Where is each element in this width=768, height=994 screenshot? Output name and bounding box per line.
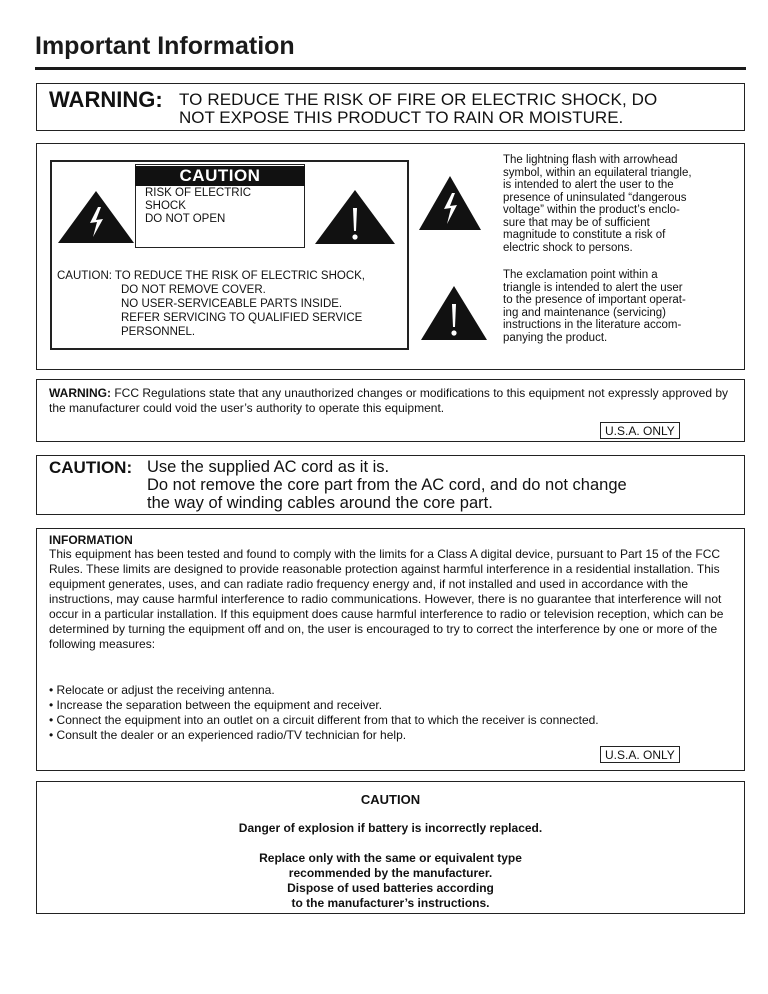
caution-line-4: REFER SERVICING TO QUALIFIED SERVICE <box>121 312 363 324</box>
lightning-triangle-icon <box>56 189 136 245</box>
caution-line-1: CAUTION: TO REDUCE THE RISK OF ELECTRIC SHOCK, <box>57 270 365 282</box>
title-rule <box>35 67 746 70</box>
list-item: • Consult the dealer or an experienced radio/TV technician for help. <box>49 728 407 742</box>
exclamation-desc-line: to the presence of important operat- <box>503 294 686 306</box>
exclamation-desc-line: panying the product. <box>503 331 608 344</box>
battery-caution-heading: CAUTION <box>360 792 421 807</box>
battery-caution-box <box>36 781 745 914</box>
lightning-desc-line: voltage” within the product’s enclo- <box>503 204 680 216</box>
battery-caution-line-5: to the manufacturer’s instructions. <box>291 896 490 910</box>
ac-caution-lines <box>147 458 627 512</box>
caution-line-2: DO NOT REMOVE COVER. <box>121 284 266 296</box>
fcc-warning-body: FCC Regulations state that any unauthorized changes or modifications to this equipment not expressly approved by the manufacturer could void the user’s authority to operate this equipment. <box>49 386 729 415</box>
usa-only-tag: U.S.A. ONLY <box>600 422 680 439</box>
information-heading: INFORMATION <box>49 533 133 547</box>
fcc-warning-box <box>36 379 745 442</box>
exclamation-description <box>503 269 739 344</box>
warning-line-2: NOT EXPOSE THIS PRODUCT TO RAIN OR MOISTURE. <box>179 108 624 127</box>
caution-line-5: PERSONNEL. <box>121 326 196 338</box>
exclamation-desc-line: instructions in the literature accom- <box>503 319 682 331</box>
exclamation-triangle-icon-legend <box>419 284 489 342</box>
fcc-warning-text <box>49 386 739 416</box>
lightning-desc-line: is intended to alert the user to the <box>503 179 674 191</box>
list-item: • Increase the separation between the equipment and receiver. <box>49 698 383 712</box>
battery-caution-line-1: Danger of explosion if battery is incorrectly replaced. <box>238 821 543 835</box>
ac-caution-line: the way of winding cables around the core part. <box>147 494 493 512</box>
risk-line-1: RISK OF ELECTRIC <box>145 187 252 199</box>
information-paragraph: This equipment has been tested and found to comply with the limits for a Class A digital device, pursuant to Part 15 of the FCC Rules. These limits are designed to provide reasonable protection against harmful interference in a residential installation. This equipment generates, uses, and can radiate radio frequency energy and, if not installed and used in accordance with the instructions, may cause harmful interference to radio communications. However, there is no guarantee that interference will not occur in a particular installation. If this equipment does cause harmful interference to radio or television reception, which can be determined by turning the equipment off and on, the user is encouraged to try to correct the interference by one or more of the following measures: <box>49 547 724 651</box>
lightning-triangle-icon-legend <box>417 174 483 232</box>
exclamation-desc-line: triangle is intended to alert the user <box>503 281 683 294</box>
warning-box <box>36 83 745 131</box>
list-item: • Connect the equipment into an outlet on a circuit different from that to which the receiver is connected. <box>49 713 599 727</box>
lightning-desc-line: symbol, within an equilateral triangle, <box>503 166 692 179</box>
information-bullets <box>49 683 599 743</box>
lightning-desc-line: sure that may be of sufficient <box>503 216 650 229</box>
warning-line-1: TO REDUCE THE RISK OF FIRE OR ELECTRIC SHOCK, DO <box>179 90 658 109</box>
ac-caution-line: Use the supplied AC cord as it is. <box>147 458 390 476</box>
risk-line-3: DO NOT OPEN <box>145 213 226 225</box>
battery-caution-line-2: Replace only with the same or equivalent type <box>259 851 522 865</box>
caution-line-3: NO USER-SERVICEABLE PARTS INSIDE. <box>121 298 343 310</box>
battery-caution-line-3: recommended by the manufacturer. <box>288 866 493 880</box>
page-title: Important Information <box>35 32 295 60</box>
symbols-box <box>36 143 745 370</box>
list-item: • Relocate or adjust the receiving antenna. <box>49 683 275 697</box>
caution-banner: CAUTION <box>135 166 305 186</box>
usa-only-tag: U.S.A. ONLY <box>600 746 680 763</box>
lightning-desc-line: magnitude to constitute a risk of <box>503 229 666 241</box>
exclamation-desc-line: ing and maintenance (servicing) <box>503 306 667 319</box>
fcc-warning-label: WARNING: <box>49 386 111 400</box>
ac-caution-label: CAUTION: <box>49 458 133 477</box>
information-box <box>36 528 745 771</box>
exclamation-triangle-icon <box>313 188 397 246</box>
warning-label: WARNING: <box>49 87 163 112</box>
battery-caution-line-4: Dispose of used batteries according <box>287 881 494 895</box>
ac-cord-caution-box <box>36 455 745 515</box>
lightning-desc-line: presence of uninsulated “dangerous <box>503 191 687 204</box>
ac-caution-line: Do not remove the core part from the AC cord, and do not change <box>147 476 627 494</box>
exclamation-desc-line: The exclamation point within a <box>503 269 658 281</box>
risk-line-2: SHOCK <box>145 200 186 212</box>
lightning-desc-line: electric shock to persons. <box>503 241 633 254</box>
lightning-description <box>503 154 739 254</box>
lightning-desc-line: The lightning flash with arrowhead <box>503 154 678 166</box>
